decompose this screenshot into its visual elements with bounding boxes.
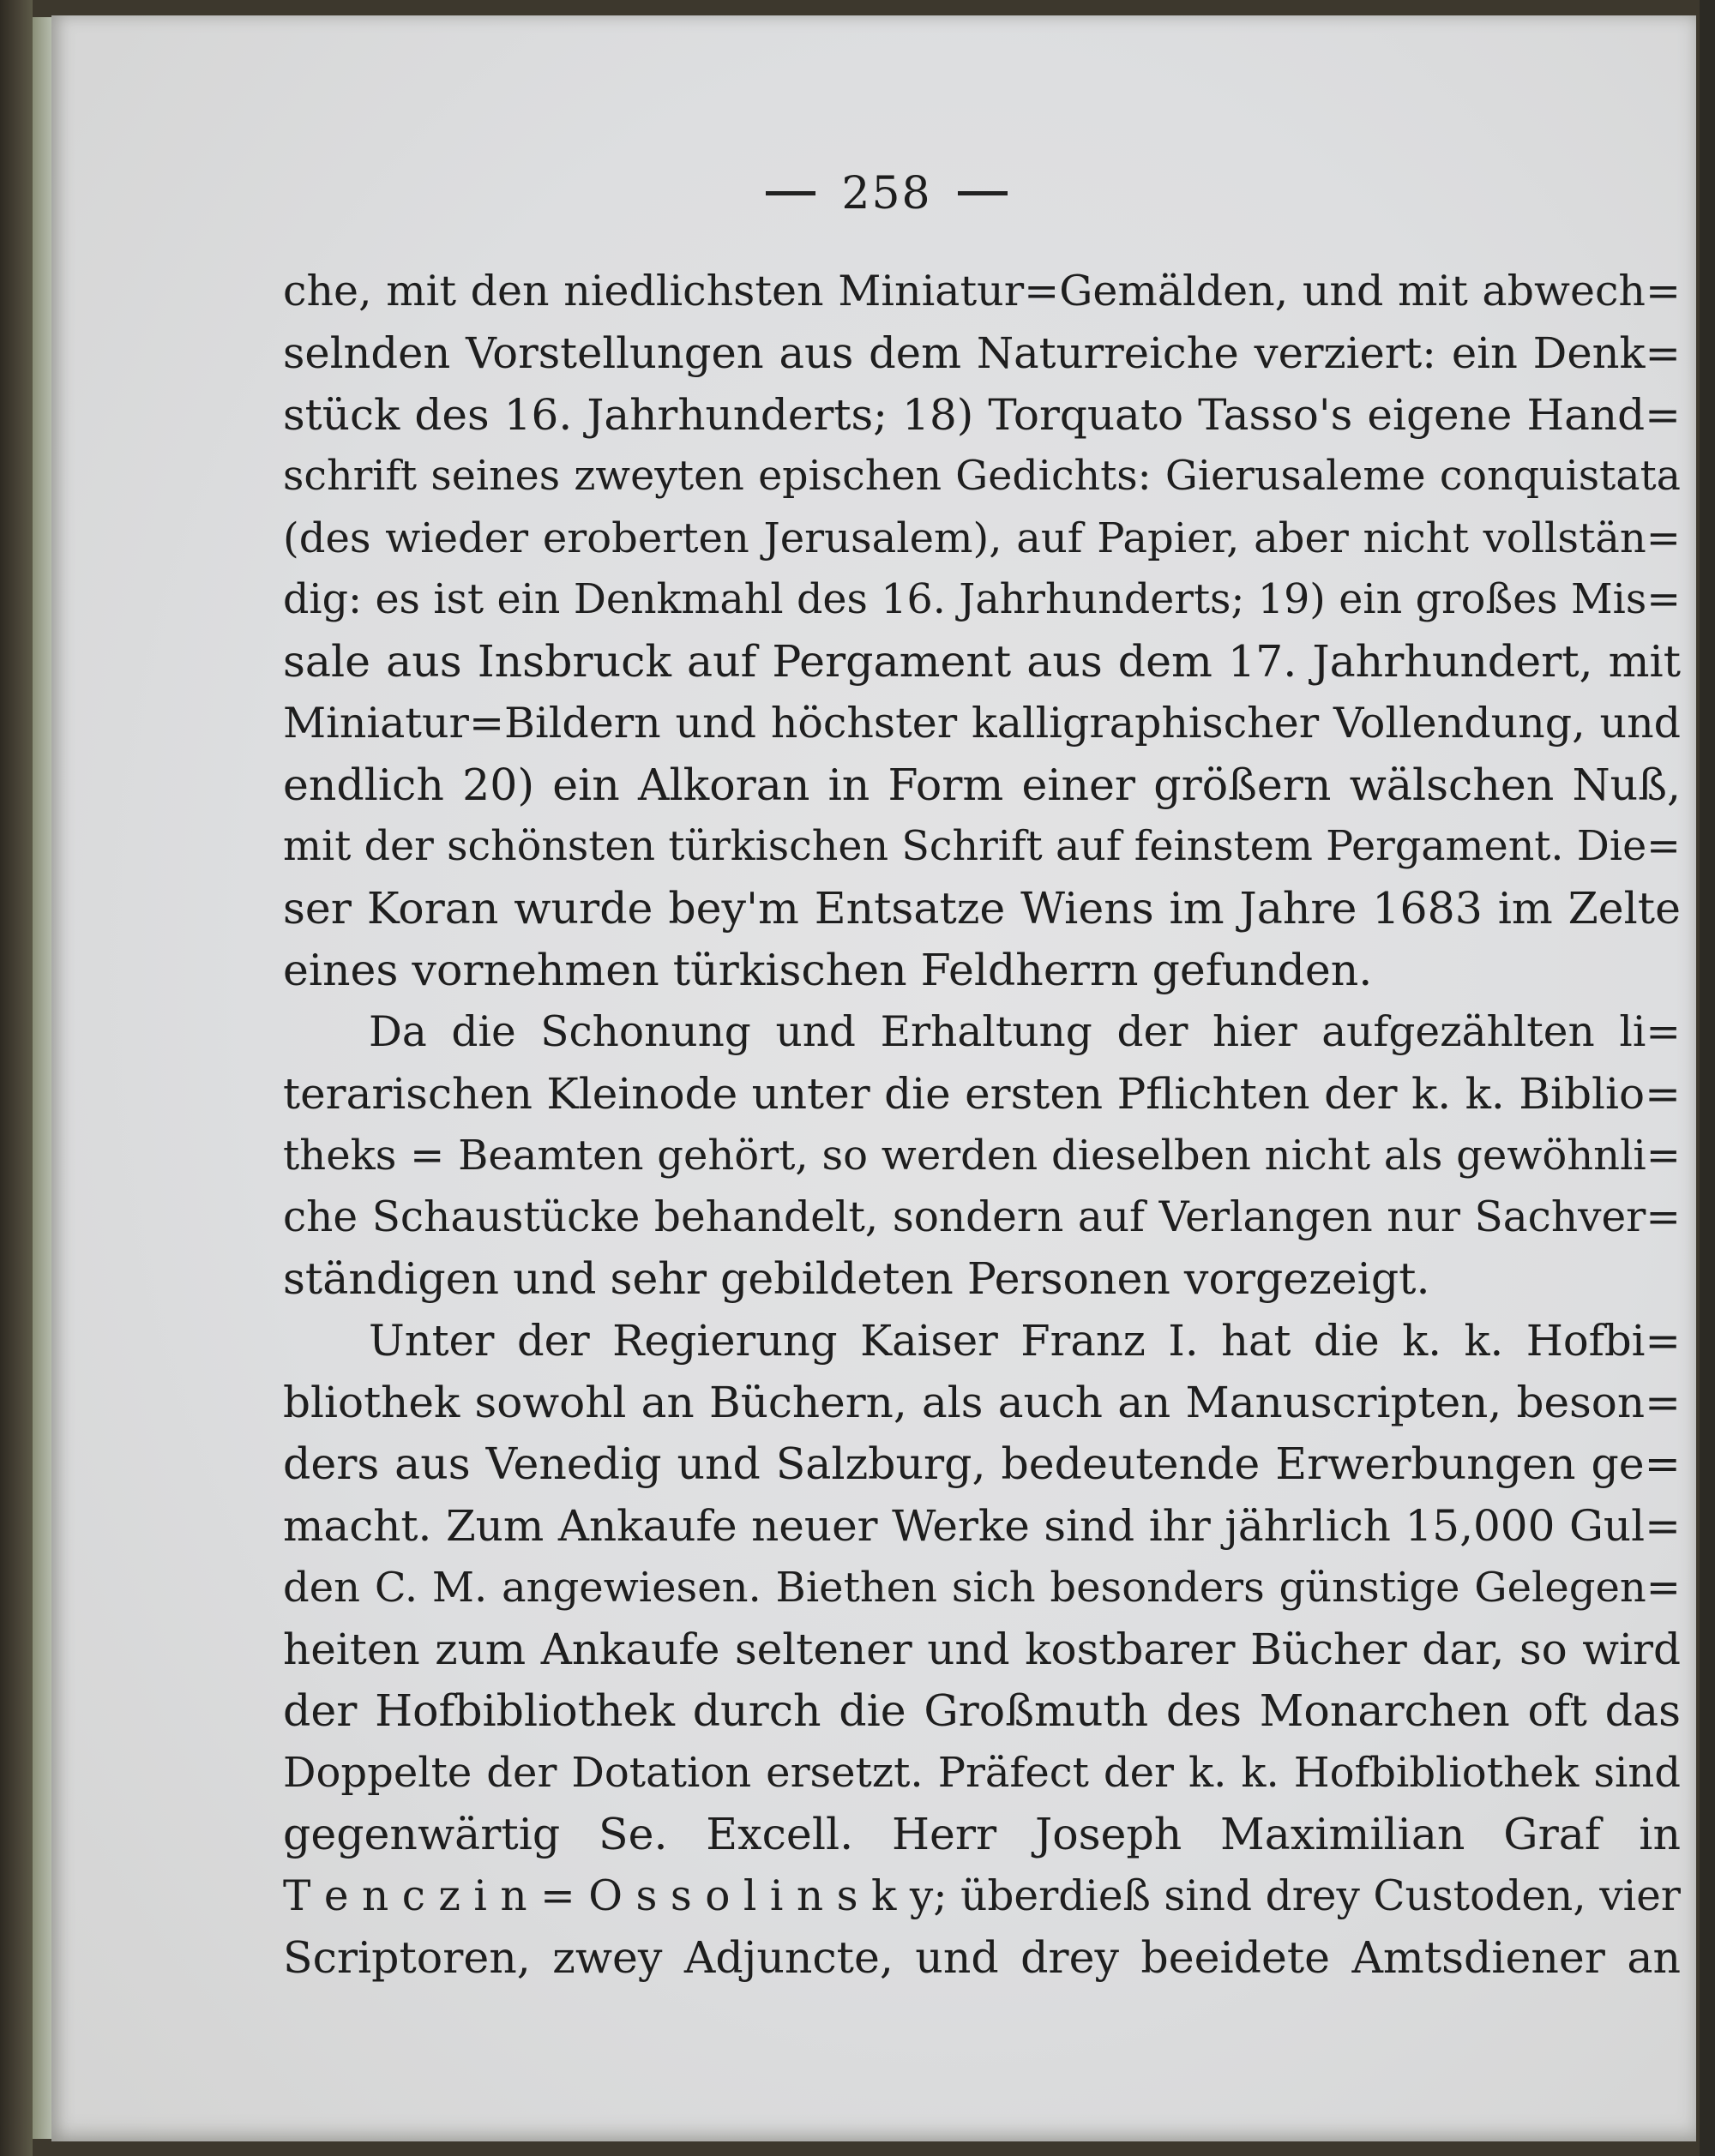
text-line: bliothek sowohl an Büchern, als auch an Manuscripten, beson= <box>283 1378 1681 1427</box>
text-line: sale aus Insbruck auf Pergament aus dem 17. Jahrhundert, mit <box>283 636 1681 687</box>
header-dash-left <box>766 191 815 195</box>
book-cover-edge <box>0 0 33 2156</box>
text-line: ders aus Venedig und Salzburg, bedeutende Erwerbungen ge= <box>283 1438 1681 1489</box>
text-line: Miniatur=Bildern und höchster kalligraphischer Vollendung, und <box>283 699 1681 748</box>
text-line: heiten zum Ankaufe seltener und kostbarer Bücher dar, so wird <box>283 1625 1681 1674</box>
text-line: ständigen und sehr gebildeten Personen vorgezeigt. <box>283 1253 1430 1304</box>
text-line: theks = Beamten gehört, so werden dieselben nicht als gewöhnli= <box>283 1132 1681 1180</box>
text-line: der Hofbibliothek durch die Großmuth des Monarchen oft das <box>283 1685 1681 1736</box>
text-line: stück des 16. Jahrhunderts; 18) Torquato Tasso's eigene Hand= <box>283 390 1681 440</box>
text-line: macht. Zum Ankaufe neuer Werke sind ihr jährlich 15,000 Gul= <box>283 1501 1681 1551</box>
text-line: Scriptoren, zwey Adjuncte, und drey beeidete Amtsdiener an <box>283 1932 1681 1983</box>
text-line: dig: es ist ein Denkmahl des 16. Jahrhunderts; 19) ein großes Mis= <box>283 576 1681 623</box>
text-line: schrift seines zweyten epischen Gedichts: Gierusaleme conquistata <box>283 453 1681 500</box>
text-line: che, mit den niedlichsten Miniatur=Gemälden, und mit abwech= <box>283 267 1681 315</box>
page-number: 258 <box>841 168 932 219</box>
text-line: Doppelte der Dotation ersetzt. Präfect der k. k. Hofbibliothek sind <box>283 1749 1681 1797</box>
body-text <box>283 261 1681 1989</box>
text-line: (des wieder eroberten Jerusalem), auf Papier, aber nicht vollstän= <box>283 514 1681 562</box>
text-line: endlich 20) ein Alkoran in Form einer größern wälschen Nuß, <box>283 760 1681 810</box>
text-line: T e n c z i n = O s s o l i n s k y; überdieß sind drey Custoden, vier <box>283 1872 1681 1920</box>
paragraph-start-line: Da die Schonung und Erhaltung der hier aufgezählten li= <box>369 1008 1681 1056</box>
book-cover-edge-right <box>1700 0 1715 2156</box>
text-line: gegenwärtig Se. Excell. Herr Joseph Maximilian Graf in <box>283 1809 1681 1859</box>
text-line: mit der schönsten türkischen Schrift auf feinstem Pergament. Die= <box>283 823 1681 870</box>
text-line: terarischen Kleinode unter die ersten Pflichten der k. k. Biblio= <box>283 1069 1681 1119</box>
text-line: che Schaustücke behandelt, sondern auf Verlangen nur Sachver= <box>283 1193 1681 1241</box>
text-line: ser Koran wurde bey'm Entsatze Wiens im Jahre 1683 im Zelte <box>283 883 1681 934</box>
paragraph-start-line: Unter der Regierung Kaiser Franz I. hat die k. k. Hofbi= <box>369 1316 1681 1366</box>
page-header <box>64 168 1709 219</box>
text-line: selnden Vorstellungen aus dem Naturreiche verziert: ein Denk= <box>283 328 1681 378</box>
header-dash-right <box>958 191 1008 195</box>
text-line: eines vornehmen türkischen Feldherrn gefunden. <box>283 945 1373 995</box>
page <box>51 15 1696 2141</box>
text-line: den C. M. angewiesen. Biethen sich besonders günstige Gelegen= <box>283 1564 1681 1612</box>
